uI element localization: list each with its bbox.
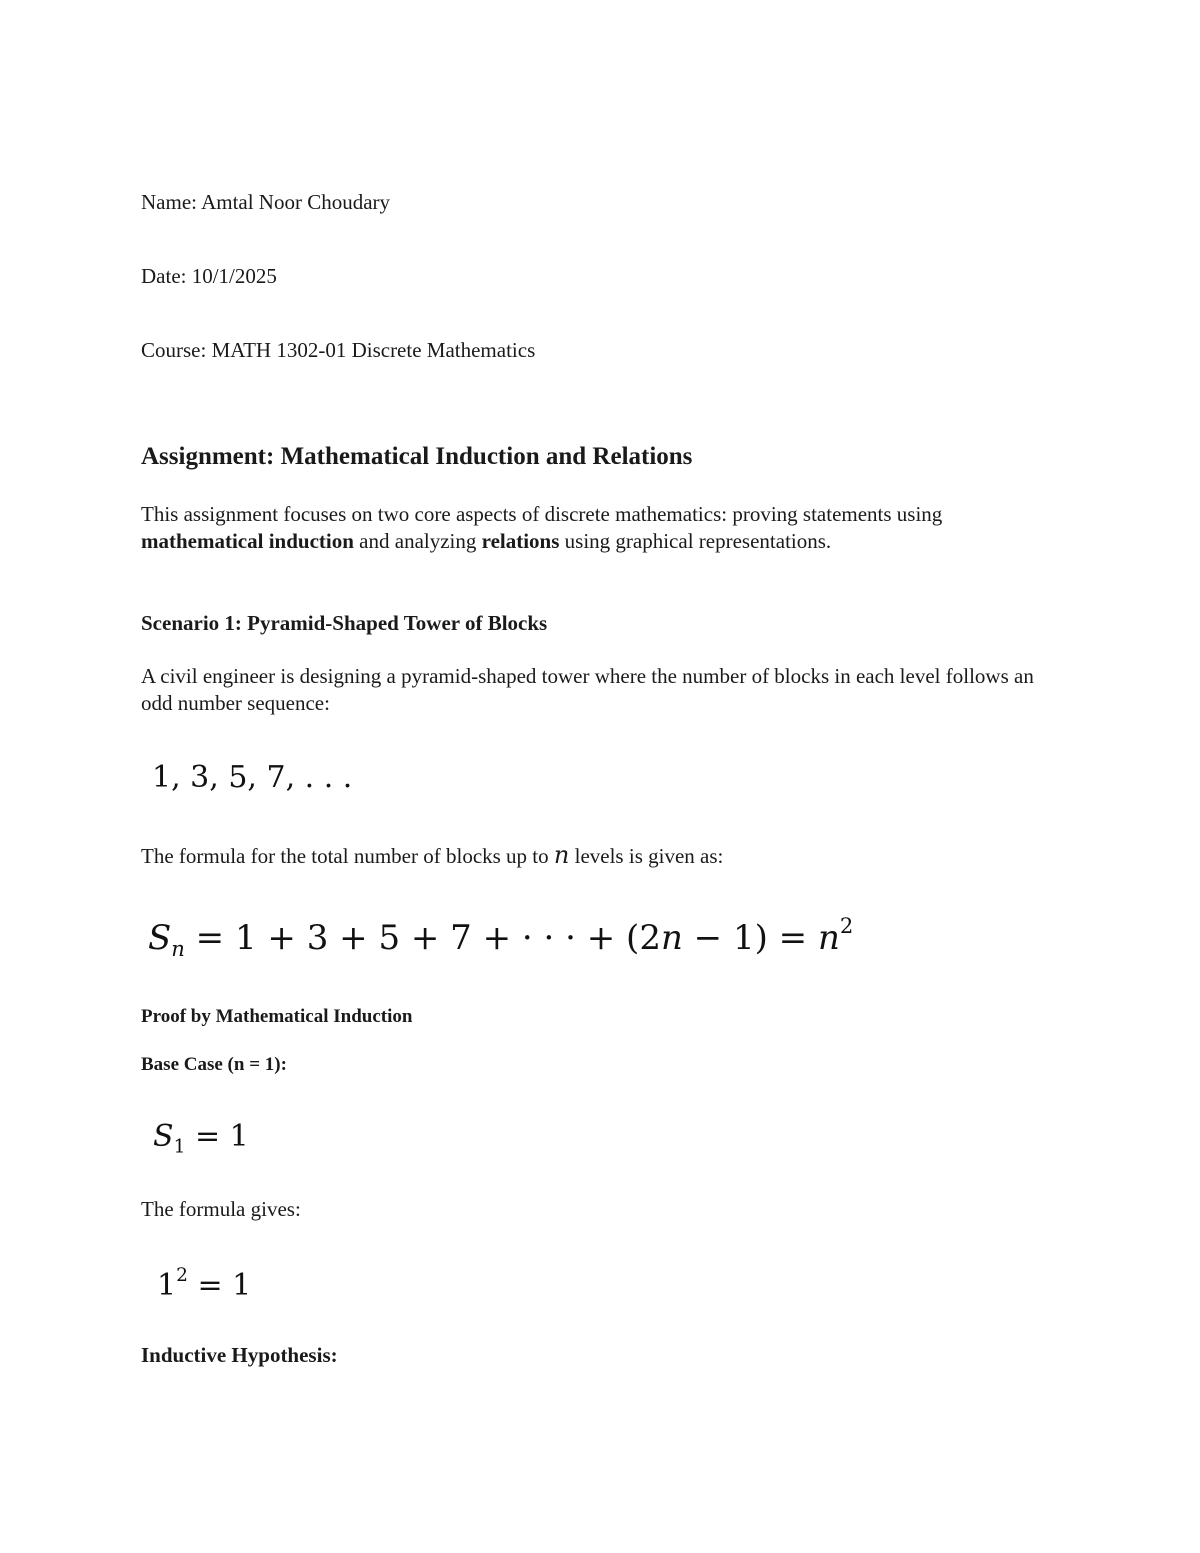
formula-intro [141,842,723,870]
intro-bold-2: relations [481,529,560,553]
formula-middle-variable: n [660,917,683,958]
assignment-title: Assignment: Mathematical Induction and Relations [141,443,693,470]
base-check-exponent: 2 [176,1265,188,1286]
intro-text-1: This assignment focuses on two core aspects of discrete mathematics: proving statements using [141,502,943,526]
student-name: Name: Amtal Noor Choudary [141,190,391,214]
formula-intro-text-1: The formula for the total number of blocks up to [141,844,554,868]
inductive-hypothesis-heading: Inductive Hypothesis: [141,1343,338,1367]
base-check-equation [157,1265,251,1303]
formula-gives: The formula gives: [141,1197,301,1221]
scenario1-heading: Scenario 1: Pyramid-Shaped Tower of Blocks [141,611,548,635]
base-check-base: 1 [157,1267,177,1303]
base-case-equation [153,1119,249,1158]
intro-text-2: and analyzing [353,529,482,553]
formula-rhs-variable: n [817,917,840,958]
sum-formula [148,913,853,961]
base-case-heading: Base Case (n = 1): [141,1054,287,1075]
formula-rhs-exponent: 2 [839,913,854,938]
scenario1-description: A civil engineer is designing a pyramid-shaped tower where the number of blocks in each level follows an odd number sequence: [141,664,1034,715]
base-case-symbol: S [153,1119,174,1154]
base-case-rhs: = 1 [185,1119,249,1154]
formula-middle: = 1 + 3 + 5 + 7 + · · · + (2 [184,917,661,958]
formula-middle-end: − 1) = [682,917,818,958]
base-case-subscript: 1 [173,1136,186,1158]
intro-bold-1: mathematical induction [141,529,354,553]
proof-heading: Proof by Mathematical Induction [141,1006,413,1027]
date: Date: 10/1/2025 [141,264,277,288]
formula-intro-text-2: levels is given as: [569,844,724,868]
formula-lhs-symbol: S [148,917,172,958]
formula-intro-variable: n [553,841,570,869]
intro-text-3: using graphical representations. [559,529,832,553]
assignment-intro [141,501,1061,555]
formula-lhs-subscript: n [171,936,185,962]
course: Course: MATH 1302-01 Discrete Mathematics [141,338,536,362]
base-check-rhs: = 1 [187,1267,252,1303]
odd-sequence: 1, 3, 5, 7, . . . [152,760,353,795]
